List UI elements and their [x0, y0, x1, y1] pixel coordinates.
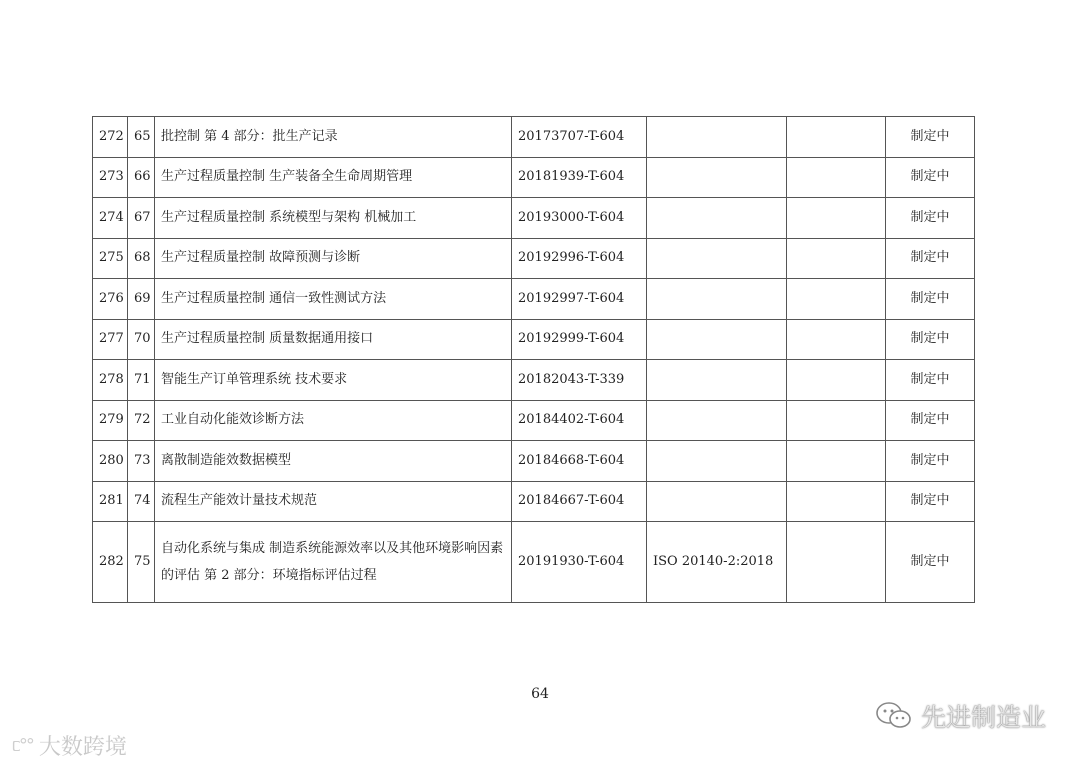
wechat-icon — [875, 701, 913, 731]
replaced-standard-cell — [787, 238, 886, 279]
intl-standard-cell — [647, 117, 787, 158]
standards-table — [92, 116, 975, 603]
sub-number-cell: 74 — [128, 481, 155, 522]
sub-number-cell: 73 — [128, 441, 155, 482]
table-row — [93, 522, 975, 603]
plan-number-cell: 20192997-T-604 — [512, 279, 647, 320]
plan-number-cell: 20193000-T-604 — [512, 198, 647, 239]
row-number-cell: 281 — [93, 481, 128, 522]
status-cell: 制定中 — [886, 319, 975, 360]
table-row — [93, 400, 975, 441]
intl-standard-cell — [647, 279, 787, 320]
watermark-left-text: 大数跨境 — [38, 735, 127, 760]
sub-number-cell: 69 — [128, 279, 155, 320]
standard-name-cell: 生产过程质量控制 故障预测与诊断 — [155, 238, 512, 279]
table-row — [93, 360, 975, 401]
intl-standard-cell — [647, 441, 787, 482]
row-number-cell: 277 — [93, 319, 128, 360]
plan-number-cell: 20173707-T-604 — [512, 117, 647, 158]
table-row — [93, 198, 975, 239]
standard-name-cell: 自动化系统与集成 制造系统能源效率以及其他环境影响因素的评估 第 2 部分：环境指标评估过程 — [155, 522, 512, 603]
standard-name-cell: 流程生产能效计量技术规范 — [155, 481, 512, 522]
row-number-cell: 275 — [93, 238, 128, 279]
standard-name-cell: 批控制 第 4 部分：批生产记录 — [155, 117, 512, 158]
table-row — [93, 157, 975, 198]
row-number-cell: 276 — [93, 279, 128, 320]
sub-number-cell: 71 — [128, 360, 155, 401]
sub-number-cell: 66 — [128, 157, 155, 198]
brand-logo-icon: ᥴ°° — [12, 735, 33, 756]
watermark-right — [875, 698, 1046, 734]
replaced-standard-cell — [787, 400, 886, 441]
table-row — [93, 441, 975, 482]
sub-number-cell: 67 — [128, 198, 155, 239]
table-row — [93, 117, 975, 158]
table-row — [93, 319, 975, 360]
status-cell: 制定中 — [886, 279, 975, 320]
plan-number-cell: 20191930-T-604 — [512, 522, 647, 603]
replaced-standard-cell — [787, 481, 886, 522]
plan-number-cell: 20181939-T-604 — [512, 157, 647, 198]
replaced-standard-cell — [787, 198, 886, 239]
replaced-standard-cell — [787, 279, 886, 320]
replaced-standard-cell — [787, 117, 886, 158]
table-body — [93, 117, 975, 603]
sub-number-cell: 65 — [128, 117, 155, 158]
plan-number-cell: 20184402-T-604 — [512, 400, 647, 441]
plan-number-cell: 20192996-T-604 — [512, 238, 647, 279]
watermark-right-text: 先进制造业 — [920, 703, 1046, 732]
intl-standard-cell — [647, 198, 787, 239]
table-row — [93, 279, 975, 320]
standard-name-cell: 工业自动化能效诊断方法 — [155, 400, 512, 441]
page-number: 64 — [531, 686, 549, 702]
plan-number-cell: 20184667-T-604 — [512, 481, 647, 522]
standard-name-cell: 智能生产订单管理系统 技术要求 — [155, 360, 512, 401]
status-cell: 制定中 — [886, 238, 975, 279]
replaced-standard-cell — [787, 157, 886, 198]
status-cell: 制定中 — [886, 117, 975, 158]
status-cell: 制定中 — [886, 198, 975, 239]
status-cell: 制定中 — [886, 360, 975, 401]
status-cell: 制定中 — [886, 522, 975, 603]
sub-number-cell: 72 — [128, 400, 155, 441]
status-cell: 制定中 — [886, 400, 975, 441]
status-cell: 制定中 — [886, 481, 975, 522]
status-cell: 制定中 — [886, 157, 975, 198]
intl-standard-cell — [647, 319, 787, 360]
standard-name-cell: 生产过程质量控制 系统模型与架构 机械加工 — [155, 198, 512, 239]
plan-number-cell: 20184668-T-604 — [512, 441, 647, 482]
table-row — [93, 238, 975, 279]
plan-number-cell: 20192999-T-604 — [512, 319, 647, 360]
intl-standard-cell — [647, 481, 787, 522]
intl-standard-cell — [647, 360, 787, 401]
intl-standard-cell — [647, 400, 787, 441]
sub-number-cell: 68 — [128, 238, 155, 279]
standard-name-cell: 离散制造能效数据模型 — [155, 441, 512, 482]
replaced-standard-cell — [787, 441, 886, 482]
row-number-cell: 282 — [93, 522, 128, 603]
standard-name-cell: 生产过程质量控制 通信一致性测试方法 — [155, 279, 512, 320]
row-number-cell: 279 — [93, 400, 128, 441]
standard-name-cell: 生产过程质量控制 质量数据通用接口 — [155, 319, 512, 360]
watermark-left — [12, 730, 127, 761]
sub-number-cell: 75 — [128, 522, 155, 603]
intl-standard-cell — [647, 238, 787, 279]
status-cell: 制定中 — [886, 441, 975, 482]
intl-standard-cell: ISO 20140-2:2018 — [647, 522, 787, 603]
row-number-cell: 273 — [93, 157, 128, 198]
intl-standard-cell — [647, 157, 787, 198]
sub-number-cell: 70 — [128, 319, 155, 360]
row-number-cell: 280 — [93, 441, 128, 482]
replaced-standard-cell — [787, 319, 886, 360]
row-number-cell: 278 — [93, 360, 128, 401]
row-number-cell: 272 — [93, 117, 128, 158]
replaced-standard-cell — [787, 522, 886, 603]
replaced-standard-cell — [787, 360, 886, 401]
standard-name-cell: 生产过程质量控制 生产装备全生命周期管理 — [155, 157, 512, 198]
table-row — [93, 481, 975, 522]
plan-number-cell: 20182043-T-339 — [512, 360, 647, 401]
row-number-cell: 274 — [93, 198, 128, 239]
